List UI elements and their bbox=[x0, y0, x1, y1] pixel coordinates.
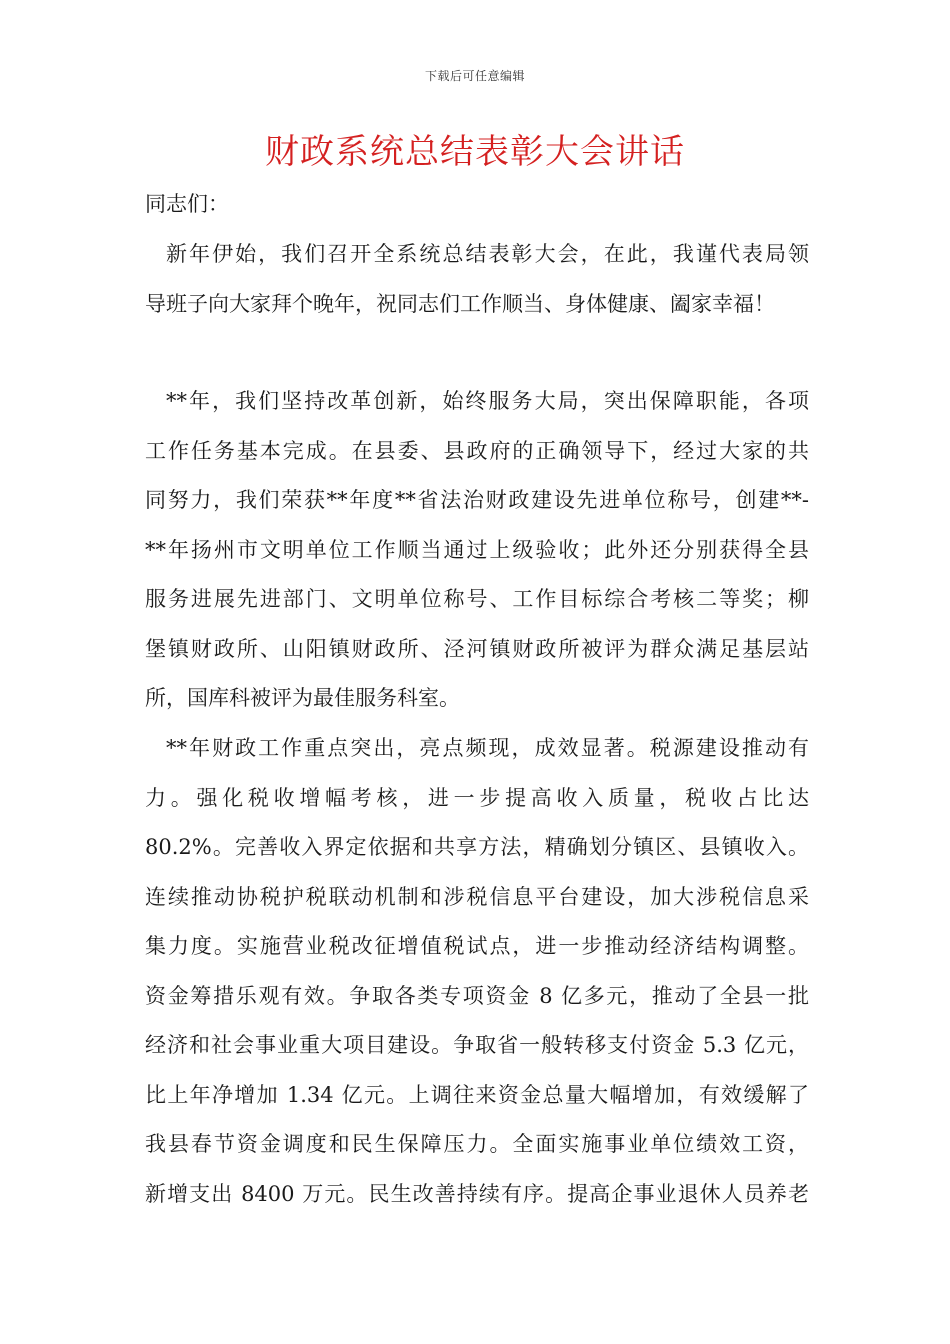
paragraph-line: 资金筹措乐观有效。争取各类专项资金 8 亿多元，推动了全县一批 bbox=[145, 983, 809, 1008]
paragraph-line: 新年伊始，我们召开全系统总结表彰大会，在此，我谨代表局领 bbox=[166, 242, 809, 266]
paragraph-line: 新增支出 8400 万元。民生改善持续有序。提高企事业退休人员养老 bbox=[145, 1181, 809, 1206]
header-note: 下载后可任意编辑 bbox=[424, 69, 525, 83]
paragraph-line: **年扬州市文明单位工作顺当通过上级验收；此外还分别获得全县 bbox=[145, 537, 809, 562]
paragraph-line: 80.2%。完善收入界定依据和共享方法，精确划分镇区、县镇收入。 bbox=[145, 835, 809, 859]
document-title: 财政系统总结表彰大会讲话 bbox=[265, 132, 685, 172]
paragraph-fiscal-work bbox=[145, 724, 809, 1219]
paragraph-line: 所，国库科被评为最佳服务科室。 bbox=[145, 686, 460, 710]
paragraph-line: 集力度。实施营业税改征增值税试点，进一步推动经济结构调整。 bbox=[145, 934, 809, 958]
paragraph-line: 导班子向大家拜个晚年，祝同志们工作顺当、身体健康、阖家幸福！ bbox=[145, 291, 775, 316]
paragraph-line: **年，我们坚持改革创新，始终服务大局，突出保障职能，各项 bbox=[166, 389, 809, 413]
paragraph-line: 比上年净增加 1.34 亿元。上调往来资金总量大幅增加，有效缓解了 bbox=[145, 1082, 809, 1107]
paragraph-line: 连续推动协税护税联动机制和涉税信息平台建设，加大涉税信息采 bbox=[145, 884, 809, 909]
paragraph-line: 堡镇财政所、山阳镇财政所、泾河镇财政所被评为群众满足基层站 bbox=[145, 636, 809, 661]
paragraph-line: 同努力，我们荣获**年度**省法治财政建设先进单位称号，创建**- bbox=[145, 488, 809, 512]
paragraph-achievements bbox=[145, 377, 809, 724]
paragraph-line: 力。强化税收增幅考核，进一步提高收入质量，税收占比达 bbox=[145, 785, 809, 810]
salutation: 同志们： bbox=[145, 192, 229, 216]
paragraph-line: 工作任务基本完成。在县委、县政府的正确领导下，经过大家的共 bbox=[145, 438, 809, 463]
paragraph-line: 服务进展先进部门、文明单位称号、工作目标综合考核二等奖；柳 bbox=[145, 587, 809, 611]
paragraph-line: **年财政工作重点突出，亮点频现，成效显著。税源建设推动有 bbox=[166, 736, 809, 760]
paragraph-greeting bbox=[145, 230, 809, 329]
paragraph-line: 经济和社会事业重大项目建设。争取省一般转移支付资金 5.3 亿元， bbox=[145, 1033, 809, 1057]
paragraph-line: 我县春节资金调度和民生保障压力。全面实施事业单位绩效工资， bbox=[145, 1132, 809, 1156]
